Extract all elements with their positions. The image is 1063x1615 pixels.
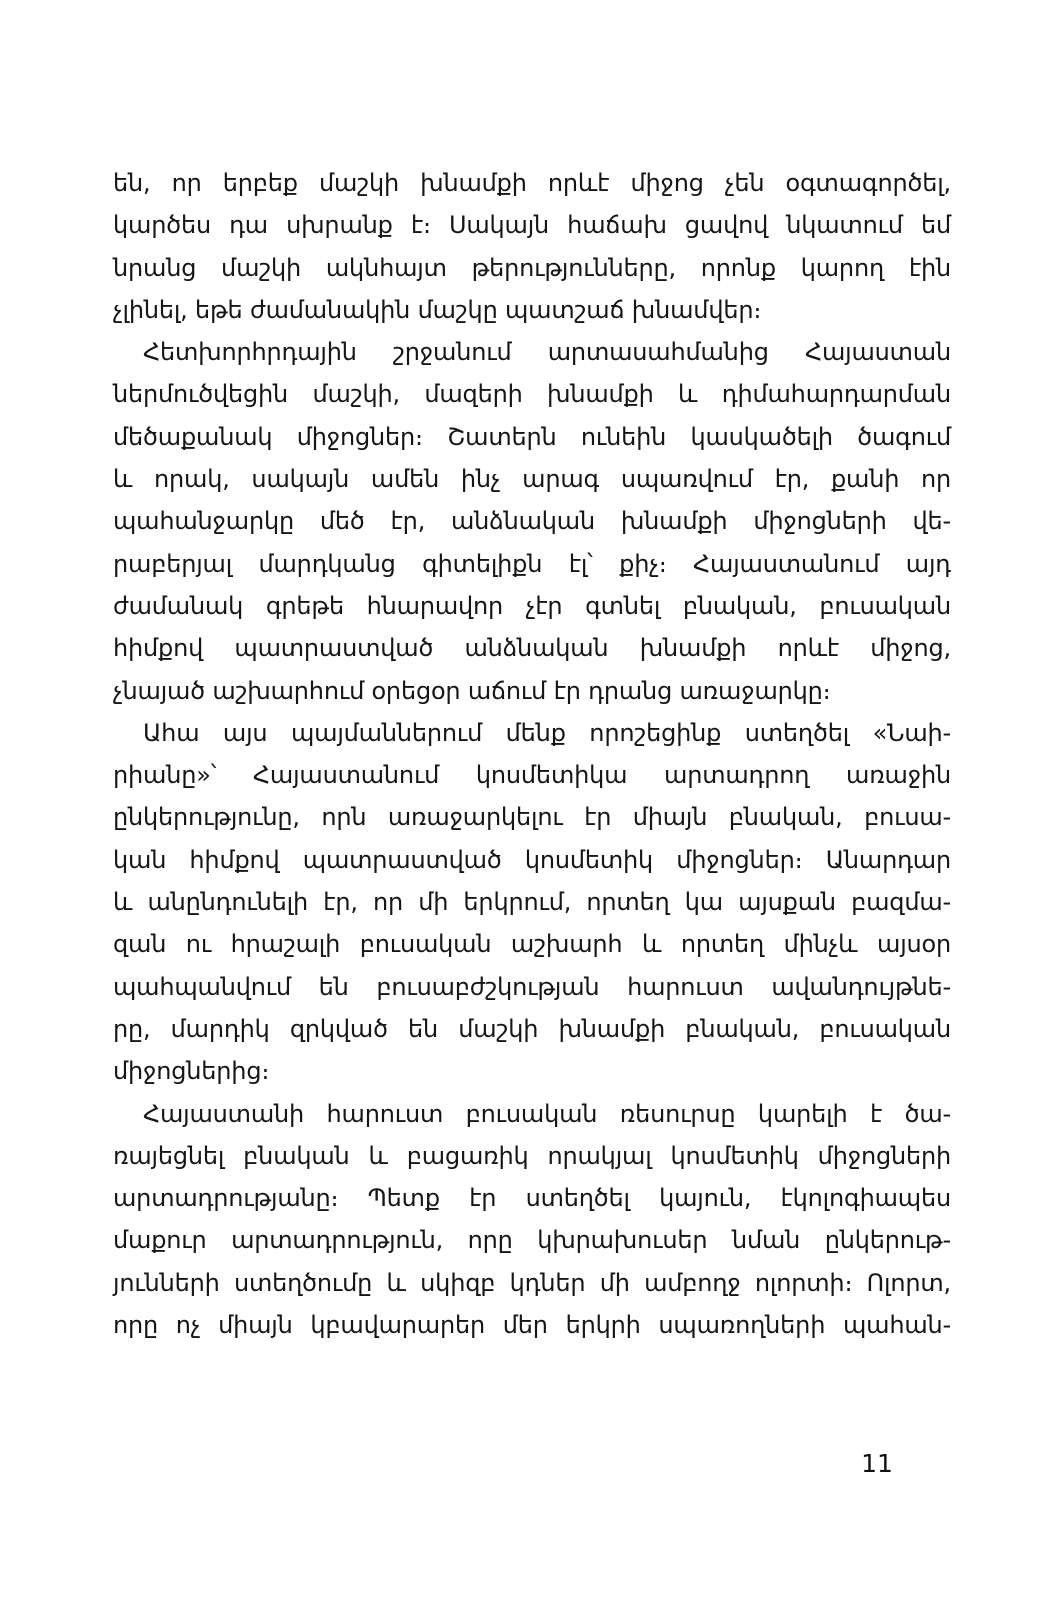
text-line: հիմքով պատրաստված անձնական խնամքի որևէ միջոց, xyxy=(113,634,951,663)
text-line: մեծաքանակ միջոցներ։ Շատերն ունեին կասկածելի ծագում xyxy=(113,422,951,451)
page-text-block xyxy=(113,162,951,1346)
text-line: Ահա այս պայմաններում մենք որոշեցինք ստեղծել «Նաի- xyxy=(143,718,951,747)
page-number: 11 xyxy=(861,1449,893,1478)
text-line: և անընդունելի էր, որ մի երկրում, որտեղ կա այսքան բազմա- xyxy=(113,888,951,917)
text-line: կան հիմքով պատրաստված կոսմետիկ միջոցներ։ Անարդար xyxy=(113,845,951,874)
text-line: րաբերյալ մարդկանց գիտելիքն էլ՝ քիչ։ Հայաստանում այդ xyxy=(113,549,951,578)
text-line: զան ու հրաշալի բուսական աշխարհ և որտեղ մինչև այսօր xyxy=(113,930,951,959)
text-line: արտադրությանը։ Պետք էր ստեղծել կայուն, էկոլոգիապես xyxy=(113,1184,951,1213)
text-line: ընկերությունը, որն առաջարկելու էր միայն բնական, բուսա- xyxy=(113,803,951,832)
text-line: չնայած աշխարհում օրեցօր աճում էր դրանց առաջարկը։ xyxy=(113,676,831,705)
paragraph xyxy=(113,712,951,1093)
text-line: ներմուծվեցին մաշկի, մազերի խնամքի և դիմահարդարման xyxy=(113,380,951,409)
paragraph xyxy=(113,1093,951,1347)
text-line: չլինել, եթե ժամանակին մաշկը պատշաճ խնամվեր։ xyxy=(113,295,762,324)
text-line: մաքուր արտադրություն, որը կխրախուսեր նման ընկերութ- xyxy=(113,1226,951,1255)
paragraph xyxy=(113,331,951,712)
text-line: նրանց մաշկի ակնհայտ թերությունները, որոնք կարող էին xyxy=(113,253,951,282)
text-line: պահանջարկը մեծ էր, անձնական խնամքի միջոցների վե- xyxy=(113,507,951,536)
text-line: պահպանվում են բուսաբժշկության հարուստ ավանդույթնե- xyxy=(113,972,951,1001)
text-line: Հայաստանի հարուստ բուսական ռեսուրսը կարելի է ծա- xyxy=(143,1099,951,1128)
text-line: րը, մարդիկ զրկված են մաշկի խնամքի բնական, բուսական xyxy=(113,1014,951,1043)
text-line: են, որ երբեք մաշկի խնամքի որևէ միջոց չեն օգտագործել, xyxy=(113,169,951,197)
text-line: կարծես դա սխրանք է։ Սակայն հաճախ ցավով նկատում եմ xyxy=(113,211,951,240)
text-line: միջոցներից։ xyxy=(113,1057,270,1086)
text-line: րիանը»՝ Հայաստանում կոսմետիկա արտադրող առաջին xyxy=(113,761,951,790)
text-line: որը ոչ միայն կբավարարեր մեր երկրի սպառողների պահան- xyxy=(113,1311,951,1340)
text-line: յունների ստեղծումը և սկիզբ կդներ մի ամբողջ ոլորտի։ Ոլորտ, xyxy=(113,1268,951,1297)
text-line: ռայեցնել բնական և բացառիկ որակյալ կոսմետիկ միջոցների xyxy=(113,1141,951,1170)
text-line: ժամանակ գրեթե հնարավոր չէր գտնել բնական, բուսական xyxy=(113,591,951,620)
paragraph xyxy=(113,162,951,331)
text-line: և որակ, սակայն ամեն ինչ արագ սպառվում էր, քանի որ xyxy=(113,465,951,494)
text-line: Հետխորհրդային շրջանում արտասահմանից Հայաստան xyxy=(143,338,951,367)
